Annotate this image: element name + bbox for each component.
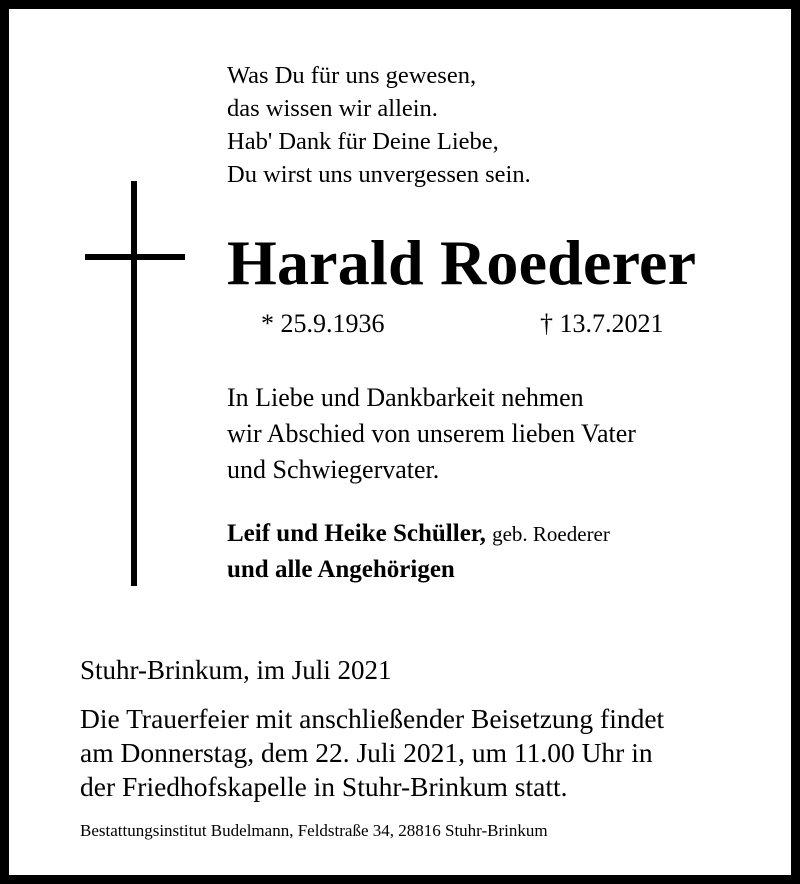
mourners <box>227 516 610 588</box>
poem-line-1: Was Du für uns gewesen, <box>227 62 477 89</box>
service-line-2: am Donnerstag, dem 22. Juli 2021, um 11.00 Uhr in <box>80 737 653 768</box>
birth-date: * 25.9.1936 <box>261 309 385 338</box>
mourners-line-1 <box>227 516 610 552</box>
mourner-names: Leif und Heike Schüller, <box>227 520 486 547</box>
undertaker-address: Bestattungsinstitut Budelmann, Feldstraße 34, 28816 Stuhr-Brinkum <box>80 821 548 840</box>
place-date: Stuhr-Brinkum, im Juli 2021 <box>80 655 392 685</box>
service-info <box>80 702 664 804</box>
poem-line-4: Du wirst uns unvergessen sein. <box>227 161 531 188</box>
farewell-text <box>227 380 636 488</box>
service-line-1: Die Trauerfeier mit anschließender Beisetzung findet <box>80 703 665 734</box>
maiden-name-note: geb. Roederer <box>492 522 610 546</box>
farewell-line-2: wir Abschied von unserem lieben Vater <box>227 419 636 448</box>
farewell-line-1: In Liebe und Dankbarkeit nehmen <box>227 383 584 412</box>
farewell-line-3: und Schwiegervater. <box>227 455 440 484</box>
poem <box>227 59 531 191</box>
poem-line-3: Hab' Dank für Deine Liebe, <box>227 128 499 155</box>
poem-line-2: das wissen wir allein. <box>227 95 438 122</box>
deceased-name: Harald Roederer <box>227 227 697 298</box>
relatives: und alle Angehörigen <box>227 556 455 583</box>
death-date: † 13.7.2021 <box>540 309 664 338</box>
cross-horizontal-bar <box>85 254 185 260</box>
cross-vertical-bar <box>131 181 137 586</box>
service-line-3: der Friedhofskapelle in Stuhr-Brinkum statt. <box>80 771 568 802</box>
